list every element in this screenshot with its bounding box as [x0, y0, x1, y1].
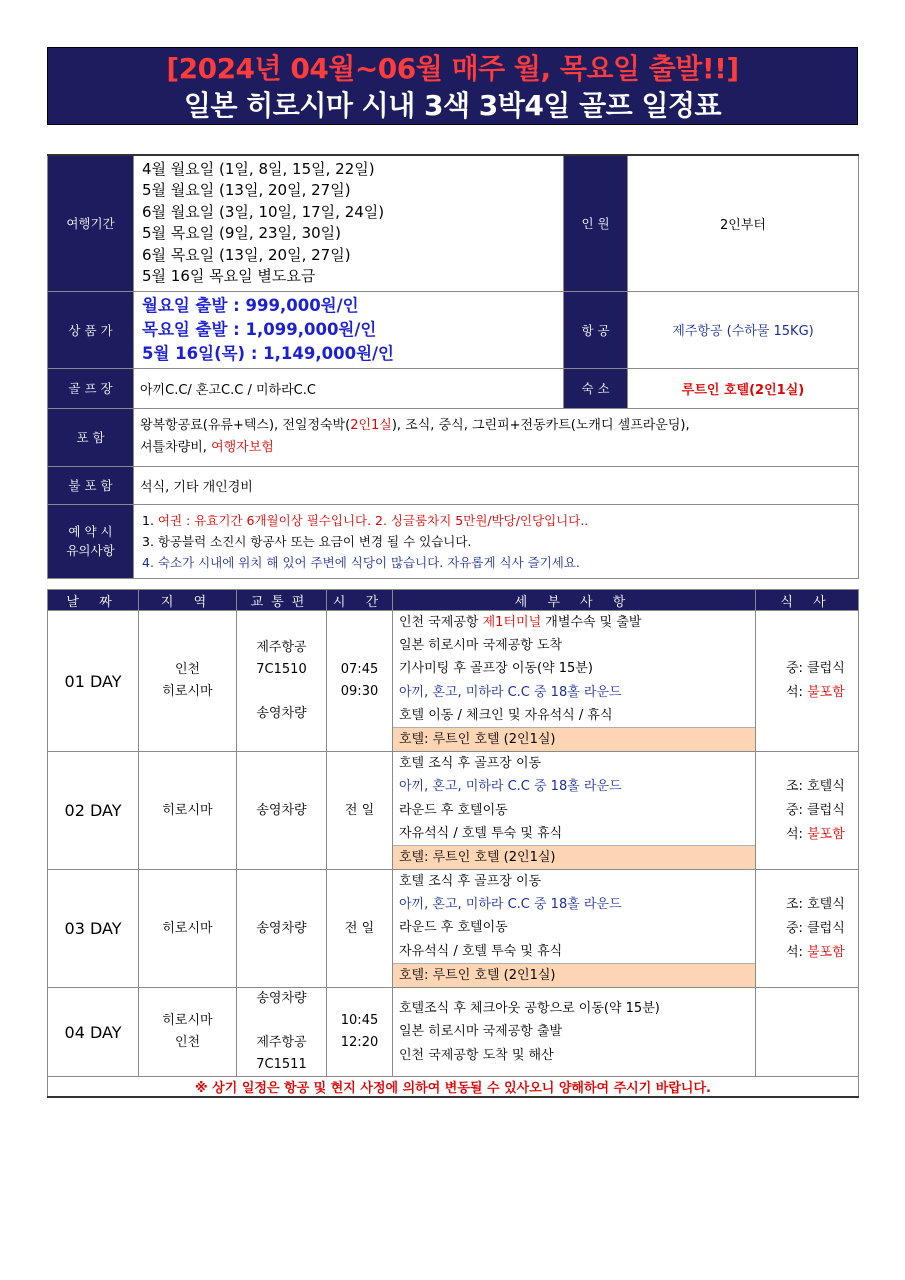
- detail-line: 자유석식 / 호텔 투숙 및 휴식: [399, 825, 563, 841]
- detail-line: 인천 국제공항 제1터미널 개별수속 및 출발: [399, 615, 642, 630]
- schedule-footnote: ※ 상기 일정은 항공 및 현지 사정에 의하여 변동될 수 있사오니 양해하여 주시기 바랍니다.: [48, 1077, 859, 1098]
- hotel-line: 호텔: 루트인 호텔 (2인1실): [393, 727, 755, 751]
- include-label: 포 함: [48, 408, 134, 466]
- table-row: [48, 870, 859, 988]
- header-detail: 세 부 사 항: [393, 590, 756, 611]
- title-line-1: [2024년 04월~06월 매주 월, 목요일 출발!!]: [166, 52, 739, 85]
- detail-cell: [393, 870, 756, 988]
- airline-value: 제주항공 (수하물 15KG): [628, 291, 859, 368]
- transport-cell: 송영차량: [237, 870, 327, 988]
- header-time: 시 간: [327, 590, 393, 611]
- airline-label: 항 공: [564, 291, 628, 368]
- detail-line: 아끼, 혼고, 미하라 C.C 중 18홀 라운드: [399, 684, 622, 700]
- header-date: 날 짜: [48, 590, 139, 611]
- meal-cell: 조: 호텔식 중: 클럽식 석: 불포함: [756, 870, 859, 988]
- region-cell: 인천 히로시마: [139, 611, 237, 752]
- meal-cell: 중: 클럽식 석: 불포함: [756, 611, 859, 752]
- detail-line: 호텔 이동 / 체크인 및 자유석식 / 휴식: [399, 707, 613, 723]
- time-cell: 전 일: [327, 752, 393, 870]
- header-meal: 식 사: [756, 590, 859, 611]
- header-region: 지 역: [139, 590, 237, 611]
- hotel-line: 호텔: 루트인 호텔 (2인1실): [393, 963, 755, 987]
- notice-value: 1. 여권 : 유효기간 6개월이상 필수입니다. 2. 싱글룸차지 5만원/박당/인당입니다.. 3. 항공블럭 소진시 항공사 또는 요금이 변경 될 수 있습니다. 4. 숙소가 시내에 위치 해 있어 주변에 식당이 많습니다. 자유롭게 식사 즐기세요.: [134, 504, 859, 578]
- info-table: [47, 154, 859, 579]
- header-transport: 교통편: [237, 590, 327, 611]
- day-cell: 01 DAY: [48, 611, 139, 752]
- people-value: 2인부터: [628, 155, 859, 291]
- region-cell: 히로시마 인천: [139, 988, 237, 1077]
- time-cell: 10:45 12:20: [327, 988, 393, 1077]
- golf-label: 골 프 장: [48, 368, 134, 408]
- detail-cell: [393, 752, 756, 870]
- period-value: 4월 월요일 (1일, 8일, 15일, 22일) 5월 월요일 (13일, 20일, 27일) 6월 월요일 (3일, 10일, 17일, 24일) 5월 목요일 (9일, 23일, 30일) 6월 목요일 (13일, 20일, 27일) 5월 16일 목요일 별도요금: [134, 155, 564, 291]
- schedule-table: [47, 589, 859, 1098]
- detail-line: 아끼, 혼고, 미하라 C.C 중 18홀 라운드: [399, 897, 622, 913]
- people-label: 인 원: [564, 155, 628, 291]
- notice-label: 예 약 시 유의사항: [48, 504, 134, 578]
- include-value: 왕복항공료(유류+텍스), 전일정숙박(2인1실), 조식, 중식, 그린피+전동카트(노캐디 셀프라운딩), 셔틀차량비, 여행자보험: [134, 408, 859, 466]
- period-label: 여행기간: [48, 155, 134, 291]
- detail-line: 라운드 후 호텔이동: [399, 802, 508, 818]
- meal-cell: [756, 988, 859, 1077]
- detail-cell: [393, 988, 756, 1077]
- title-line-2: 일본 히로시마 시내 3색 3박4일 골프 일정표: [183, 89, 722, 122]
- meal-cell: 조: 호텔식 중: 클럽식 석: 불포함: [756, 752, 859, 870]
- exclude-label: 불 포 함: [48, 466, 134, 504]
- detail-line: 아끼, 혼고, 미하라 C.C 중 18홀 라운드: [399, 779, 622, 795]
- detail-line: 일본 히로시마 국제공항 출발: [399, 1024, 563, 1040]
- detail-line: 호텔 조식 후 골프장 이동: [399, 874, 542, 890]
- hotel-label: 숙 소: [564, 368, 628, 408]
- title-banner: [47, 47, 858, 125]
- detail-line: 일본 히로시마 국제공항 도착: [399, 638, 563, 654]
- hotel-value: 루트인 호텔(2인1실): [628, 368, 859, 408]
- exclude-value: 석식, 기타 개인경비: [134, 466, 859, 504]
- time-cell: 07:45 09:30: [327, 611, 393, 752]
- detail-line: 인천 국제공항 도착 및 해산: [399, 1047, 554, 1063]
- price-label: 상 품 가: [48, 291, 134, 368]
- region-cell: 히로시마: [139, 870, 237, 988]
- transport-cell: 송영차량 제주항공 7C1511: [237, 988, 327, 1077]
- detail-cell: [393, 611, 756, 752]
- detail-line: 호텔 조식 후 골프장 이동: [399, 756, 542, 772]
- price-value: 월요일 출발 : 999,000원/인 목요일 출발 : 1,099,000원/인 5월 16일(목) : 1,149,000원/인: [134, 291, 564, 368]
- detail-line: 자유석식 / 호텔 투숙 및 휴식: [399, 943, 563, 959]
- golf-value: 아끼C.C/ 혼고C.C / 미하라C.C: [134, 368, 564, 408]
- table-row: [48, 611, 859, 752]
- hotel-line: 호텔: 루트인 호텔 (2인1실): [393, 845, 755, 869]
- detail-line: 호텔조식 후 체크아웃 공항으로 이동(약 15분): [399, 1001, 660, 1017]
- transport-cell: 송영차량: [237, 752, 327, 870]
- table-row: [48, 752, 859, 870]
- time-cell: 전 일: [327, 870, 393, 988]
- day-cell: 03 DAY: [48, 870, 139, 988]
- region-cell: 히로시마: [139, 752, 237, 870]
- transport-cell: 제주항공 7C1510 송영차량: [237, 611, 327, 752]
- table-row: [48, 988, 859, 1077]
- day-cell: 04 DAY: [48, 988, 139, 1077]
- day-cell: 02 DAY: [48, 752, 139, 870]
- detail-line: 기사미팅 후 골프장 이동(약 15분): [399, 661, 593, 677]
- detail-line: 라운드 후 호텔이동: [399, 920, 508, 936]
